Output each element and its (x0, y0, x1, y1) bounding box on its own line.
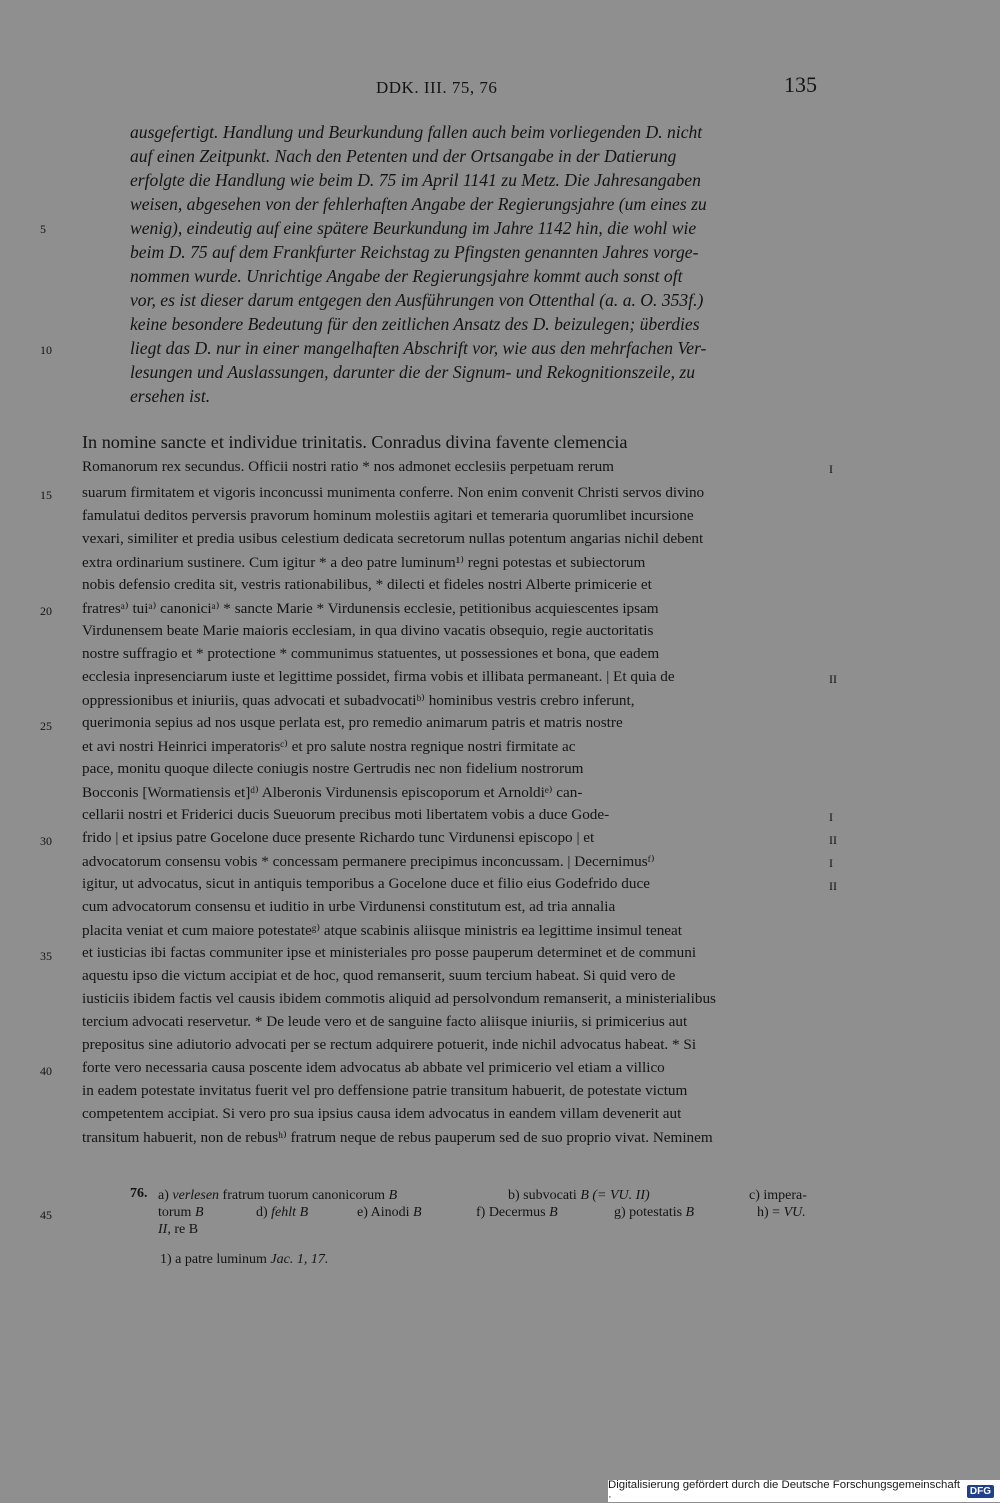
body-line: oppressionibus et iniuriis, quas advocati et subadvocatiᵇ⁾ hominibus vestris crebro inferunt, (82, 692, 635, 709)
dfg-logo-icon: DFG (967, 1485, 994, 1498)
body-line: in eadem potestate invitatus fuerit vel pro deffensione patrie transitum habuerit, de potestate victum (82, 1082, 688, 1099)
body-line: transitum habuerit, non de rebusʰ⁾ fratrum neque de rebus pauperum sed de suo proprio vivat. Neminem (82, 1129, 713, 1146)
footnote-c-cont-text: torum (158, 1205, 192, 1220)
footnote-d-source: B (299, 1205, 309, 1220)
commentary-line: lesungen und Auslassungen, darunter die der Signum- und Rekognitionszeile, zu (130, 362, 696, 382)
body-line: placita veniat et cum maiore potestateᵍ⁾ atque scabinis aliisque ministris ea legittime insimul teneat (82, 922, 683, 939)
body-line: forte vero necessaria causa poscente idem advocatus ab abbate vel primicerio vel etiam a villico (82, 1059, 665, 1076)
footnote-h-cont-italic: II, (158, 1222, 171, 1237)
commentary-line: nommen wurde. Unrichtige Angabe der Regierungsjahre kommt auch sonst oft (130, 266, 683, 286)
dfg-attribution-bar (608, 1480, 1000, 1502)
line-number: 30 (40, 834, 52, 848)
footnote-a-italic: verlesen (172, 1188, 220, 1203)
footnote-d-label: d) (256, 1205, 268, 1220)
body-line: et iusticias ibi factas communiter ipse et ministeriales pro posse pauperum determinet et de communi (82, 944, 697, 961)
footnote-h (757, 1205, 806, 1221)
body-line: igitur, ut advocatus, sicut in antiquis temporibus a Gocelone duce et filio eius Godefrido duce (82, 875, 650, 892)
commentary-line: ausgefertigt. Handlung und Beurkundung fallen auch beim vorliegenden D. nicht (130, 122, 703, 142)
page-number: 135 (784, 72, 817, 97)
footnote-ref-1 (160, 1252, 328, 1268)
footnote-f-source: B (549, 1205, 558, 1220)
commentary-line: wenig), eindeutig auf eine spätere Beurkundung im Jahre 1142 hin, die wohl wie (130, 218, 697, 238)
commentary-line: auf einen Zeitpunkt. Nach den Petenten und der Ortsangabe in der Datierung (130, 146, 677, 166)
margin-mark: I (829, 810, 833, 824)
body-line: vexari, similiter et predia usibus celestium dedicata secretorum nullas potentum angarias nichil debent (82, 530, 704, 547)
footnote-e-source: B (413, 1205, 422, 1220)
footnote-h-cont-text: re B (174, 1222, 199, 1237)
body-line: extra ordinarium sustinere. Cum igitur * a deo patre luminum¹⁾ regni potestas et subiectorum (82, 554, 646, 571)
line-number: 20 (40, 604, 52, 618)
footnote-a (158, 1188, 397, 1204)
commentary-line: beim D. 75 auf dem Frankfurter Reichstag zu Pfingsten genannten Jahres vorge- (130, 242, 699, 262)
body-line: advocatorum consensu vobis * concessam permanere precipimus inconcussam. | Decernimusᶠ⁾ (82, 853, 655, 870)
body-line: querimonia sepius ad nos usque perlata est, pro remedio animarum patris et matris nostre (82, 714, 623, 731)
line-number: 25 (40, 719, 52, 733)
commentary-line: keine besondere Bedeutung für den zeitlichen Ansatz des D. beizulegen; überdies (130, 314, 700, 334)
commentary-line: vor, es ist dieser darum entgegen den Ausführungen von Ottenthal (a. a. O. 353f.) (130, 290, 704, 310)
line-number: 5 (40, 222, 46, 236)
footnote-f-text: f) Decermus (476, 1205, 546, 1220)
margin-mark: II (829, 833, 837, 847)
footnote-f (476, 1205, 558, 1221)
line-number: 10 (40, 343, 52, 357)
body-line: Romanorum rex secundus. Officii nostri ratio * nos admonet ecclesiis perpetuam rerum (82, 458, 614, 475)
footnote-a-text: fratrum tuorum canonicorum (222, 1188, 386, 1203)
body-line: fratresᵃ⁾ tuiᵃ⁾ canoniciᵃ⁾ * sancte Marie * Virdunensis ecclesie, petitionibus acquiescentes ipsam (82, 600, 659, 617)
margin-mark: I (829, 856, 833, 870)
body-line: aquestu ipso die victum accipiat et de hoc, quod remanserit, suum tercium habeat. Si quid vero de (82, 967, 676, 984)
margin-mark: I (829, 462, 833, 476)
body-line: famulatui deditos perversis pravorum hominum molestiis agitari et temeraria quorumlibet incursione (82, 507, 694, 524)
body-line: nobis defensio credita sit, vestris rationabilibus, * dilecti et fideles nostri Alberte primicerie et (82, 576, 652, 593)
attribution-text: Digitalisierung gefördert durch die Deutsche Forschungsgemeinschaft · (608, 1479, 961, 1503)
footnote-c-cont (158, 1205, 204, 1221)
margin-mark: II (829, 879, 837, 893)
footnote-a-label: a) (158, 1188, 169, 1203)
line-number: 35 (40, 949, 52, 963)
body-line: cellarii nostri et Friderici ducis Sueuorum precibus moti libertatem vobis a duce Gode- (82, 806, 610, 823)
footnote-e-text: e) Ainodi (357, 1205, 410, 1220)
body-line: pace, monitu quoque dilecte coniugis nostre Gertrudis nec non fidelium nostrorum (82, 760, 584, 777)
body-line: Bocconis [Wormatiensis et]ᵈ⁾ Alberonis Virdunensis episcoporum et Arnoldiᵉ⁾ can- (82, 784, 583, 801)
body-line: et avi nostri Heinrici imperatorisᶜ⁾ et pro salute nostra regnique nostri firmitate ac (82, 738, 576, 755)
footnote-d (256, 1205, 308, 1221)
body-line: Virdunensem beate Marie maioris ecclesiam, in qua divino vacatis obsequio, regie auctoritatis (82, 622, 654, 639)
body-line: suarum firmitatem et vigoris inconcussi munimenta conferre. Non enim convenit Christi servos divino (82, 484, 705, 501)
body-line: frido | et ipsius patre Gocelone duce presente Richardo tunc Virdunensi episcopo | et (82, 829, 595, 846)
commentary-line: weisen, abgesehen von der fehlerhaften Angabe der Regierungsjahre (um eines zu (130, 194, 707, 214)
margin-mark: II (829, 672, 837, 686)
body-line: nostre suffragio et * protectione * communimus statuentes, ut possessiones et bona, que eadem (82, 645, 660, 662)
running-title: DDK. III. 75, 76 (376, 78, 498, 97)
footnote-b (508, 1188, 650, 1204)
footnote-e (357, 1205, 422, 1221)
footnote-g (614, 1205, 694, 1221)
body-line: cum advocatorum consensu et iuditio in urbe Virdunensi constitutum est, ad tria annalia (82, 898, 616, 915)
footnote-number: 76. (130, 1186, 148, 1201)
footnote-h-cont (158, 1222, 198, 1238)
line-number: 40 (40, 1064, 52, 1078)
footnote-g-text: g) potestatis (614, 1205, 683, 1220)
footnote-a-source: B (388, 1188, 398, 1203)
footnote-h-text: h) = (757, 1205, 781, 1220)
footnote-b-text: b) subvocati (508, 1188, 577, 1203)
body-line: prepositus sine adiutorio advocati per se rectum adquirere potuerit, inde nichil advocatus habeat. * Si (82, 1036, 697, 1053)
body-line: tercium advocati reservetur. * De leude vero et de sanguine facto aliisque iniuriis, si primicerius aut (82, 1013, 688, 1030)
footnote-ref-1-citation: Jac. 1, 17. (270, 1252, 329, 1267)
commentary-line: liegt das D. nur in einer mangelhaften Abschrift vor, wie aus den mehrfachen Ver- (130, 338, 707, 358)
footnote-d-italic: fehlt (271, 1205, 297, 1220)
commentary-line: erfolgte die Handlung wie beim D. 75 im April 1141 zu Metz. Die Jahresangaben (130, 170, 701, 190)
commentary-line: ersehen ist. (130, 386, 211, 406)
line-number: 15 (40, 488, 52, 502)
body-line: ecclesia inpresenciarum iuste et legittime possidet, firma vobis et illibata permaneant. | Et quia de (82, 668, 675, 685)
body-line: iusticiis ibidem factis vel causis ibidem commotis aliquid ad persolvondum remanserit, a ministerialibus (82, 990, 716, 1007)
footnote-h-italic: VU. (783, 1205, 806, 1220)
page-header (0, 72, 1000, 102)
footnote-ref-1-text: 1) a patre luminum (160, 1252, 267, 1267)
footnote-g-source: B (685, 1205, 695, 1220)
footnote-c-source: B (194, 1205, 204, 1220)
line-number: 45 (40, 1208, 52, 1222)
body-line: In nomine sancte et individue trinitatis. Conradus divina favente clemencia (82, 432, 628, 452)
footnote-b-source: B (= VU. II) (580, 1188, 650, 1203)
footnote-c: c) impera- (749, 1188, 807, 1203)
body-line: competentem accipiat. Si vero pro sua ipsius causa idem advocatus in eandem villam devenerit aut (82, 1105, 682, 1122)
